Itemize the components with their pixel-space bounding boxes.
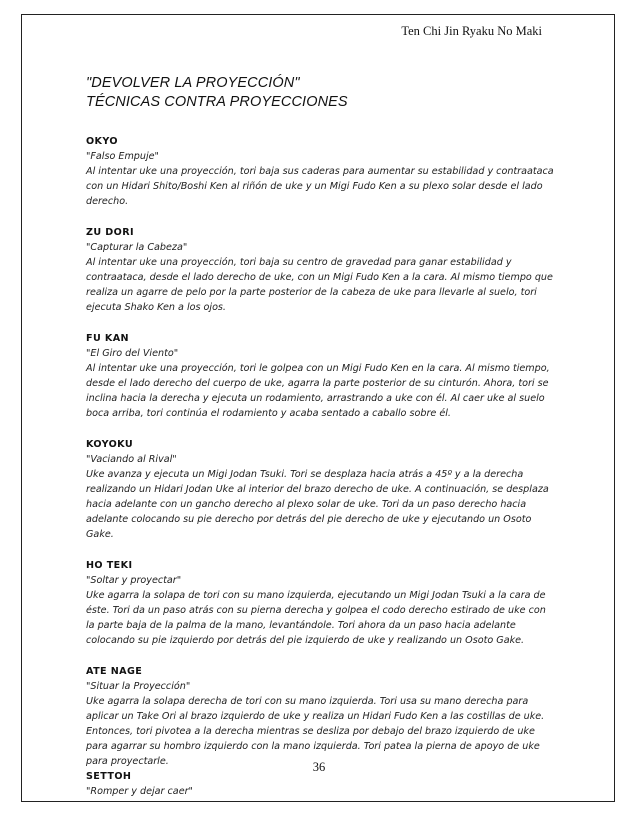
chapter-title: "DEVOLVER LA PROYECCIÓN" (86, 75, 300, 91)
technique-okyo (86, 134, 556, 209)
technique-name: OKYO (86, 136, 118, 147)
technique-description: Al intentar uke una proyección, tori baja su centro de gravedad para ganar estabilidad y contraataca, desde el lado derecho de uke, con un Migi Fudo Ken a la cara. Al mismo tiempo que realiza un agarre de pelo por la parte posterior de la cabeza de uke para llevarle al suelo, tori ejecuta Shako Ken a los ojos. (86, 257, 553, 313)
technique-fu-kan (86, 331, 556, 421)
technique-zu-dori (86, 225, 556, 315)
technique-description: Al intentar uke una proyección, tori baja sus caderas para aumentar su estabilidad y contraataca con un Hidari Shito/Boshi Ken al riñón de uke y un Migi Fudo Ken a su plexo solar desde el lado derecho. (86, 166, 554, 207)
technique-name: ATE NAGE (86, 666, 143, 677)
technique-description: Al intentar uke una proyección, tori le golpea con un Migi Fudo Ken en la cara. Al mismo tiempo, desde el lado derecho del cuerpo de uke, agarra la parte posterior de su cinturón. Ahora, tori se inclina hacia la derecha y ejecuta un rodamiento, arrastrando a uke con él. Al caer uke al suelo boca arriba, tori continúa el rodamiento y acaba sentado a caballo sobre él. (86, 363, 550, 419)
technique-description: Uke agarra la solapa derecha de tori con su mano izquierda. Tori usa su mano derecha para aplicar un Take Ori al brazo izquierdo de uke y realiza un Hidari Fudo Ken a las costillas de uke. Entonces, tori pivotea a la derecha mientras se desliza por debajo del brazo izquierdo de uke para agarrar su hombro izquierdo con la mano izquierda. Tori patea la pierna de apoyo de uke para proyectarle. (86, 696, 545, 767)
technique-subtitle: "Situar la Proyección" (86, 681, 191, 692)
technique-name: SETTOH (86, 771, 132, 782)
technique-description: Uke agarra la solapa de tori con su mano izquierda, ejecutando un Migi Jodan Tsuki a la cara de éste. Tori da un paso atrás con su pierna derecha y golpea el codo derecho estirado de uke con la parte baja de la palma de la mano, levantándole. Tori ahora da un paso hacia adelante colocando su pie izquierdo por detrás del pie izquierdo de uke y realizando un Osoto Gake. (86, 590, 546, 646)
technique-name: HO TEKI (86, 560, 133, 571)
technique-name: FU KAN (86, 333, 129, 344)
chapter-subtitle: TÉCNICAS CONTRA PROYECCIONES (86, 94, 348, 110)
technique-ho-teki (86, 558, 556, 648)
running-header: Ten Chi Jin Ryaku No Maki (401, 24, 542, 38)
technique-subtitle: "Romper y dejar caer" (86, 786, 193, 797)
chapter-titles (86, 74, 566, 112)
technique-koyoku (86, 437, 556, 542)
technique-ate-nage (86, 664, 556, 769)
technique-subtitle: "El Giro del Viento" (86, 348, 179, 359)
technique-subtitle: "Soltar y proyectar" (86, 575, 182, 586)
techniques-list (86, 134, 556, 799)
technique-name: ZU DORI (86, 227, 134, 238)
technique-subtitle: "Capturar la Cabeza" (86, 242, 188, 253)
technique-subtitle: "Falso Empuje" (86, 151, 159, 162)
technique-description: Uke avanza y ejecuta un Migi Jodan Tsuki. Tori se desplaza hacia atrás a 45º y a la derecha realizando un Hidari Jodan Uke al interior del brazo derecho de uke. A continuación, se desplaza hacia adelante con un gancho derecho al plexo solar de uke. Tori da un paso derecho hacia adelante colocando su pie derecho por detrás del pie derecho de uke y ejecutando un Osoto Gake. (86, 469, 549, 540)
page-number: 36 (312, 760, 326, 774)
technique-subtitle: "Vaciando al Rival" (86, 454, 177, 465)
technique-name: KOYOKU (86, 439, 134, 450)
